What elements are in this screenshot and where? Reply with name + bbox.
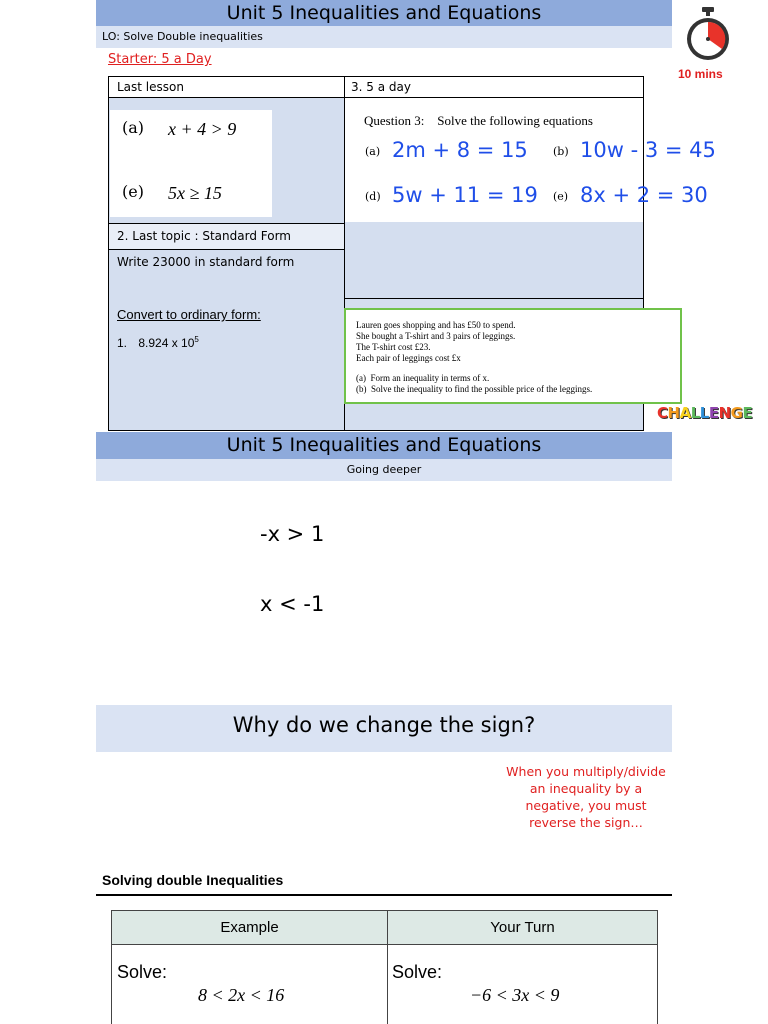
last-lesson-label-e: (e) <box>122 182 144 201</box>
inequality-1: -x > 1 <box>260 522 325 546</box>
challenge-part-b: (b) Solve the inequality to find the possible price of the leggings. <box>356 384 593 394</box>
table-header-example <box>111 910 388 945</box>
challenge-badge-letter: N <box>718 404 731 422</box>
last-lesson-header <box>108 76 345 98</box>
challenge-badge-letter: E <box>742 404 753 422</box>
challenge-badge-letter: H <box>667 404 680 422</box>
eq-e: 8x + 2 = 30 <box>580 183 708 207</box>
stopwatch-icon <box>684 6 732 62</box>
eq-label-e: (e) <box>553 190 569 203</box>
eq-label-a: (a) <box>365 145 381 158</box>
last-topic-header <box>108 223 345 250</box>
convert-title: Convert to ordinary form: <box>117 307 261 322</box>
question-bar <box>96 705 672 752</box>
last-lesson-question-card <box>110 110 272 217</box>
last-topic-body <box>108 249 345 431</box>
five-a-day-header-text: 3. 5 a day <box>351 80 411 94</box>
your-turn-solve-label: Solve: <box>392 962 443 982</box>
five-a-day-header <box>344 76 644 98</box>
challenge-badge-letter: A <box>679 404 691 422</box>
challenge-line-3: The T-shirt cost £23. <box>356 342 431 352</box>
last-lesson-expr-a: x + 4 > 9 <box>168 119 237 139</box>
table-column-divider <box>387 944 388 1024</box>
starter-label: Starter: 5 a Day <box>108 52 212 67</box>
slide2-subtitle-bar <box>96 459 672 481</box>
slide1-title-bar <box>96 0 672 26</box>
lo-text: LO: Solve Double inequalities <box>102 30 263 43</box>
challenge-badge-letter: L <box>699 404 709 422</box>
convert-item-number: 1. <box>117 336 128 350</box>
table-header-your-turn-text: Your Turn <box>490 919 555 936</box>
inequality-2: x < -1 <box>260 592 325 616</box>
last-lesson-label-a: (a) <box>122 118 145 137</box>
heading-divider <box>96 894 672 896</box>
last-lesson-header-text: Last lesson <box>117 80 184 94</box>
lo-bar <box>96 26 672 48</box>
eq-label-b: (b) <box>553 145 569 158</box>
challenge-badge-letter: C <box>657 404 668 422</box>
eq-d: 5w + 11 = 19 <box>392 183 538 207</box>
slide2-title-bar <box>96 432 672 459</box>
challenge-badge-letter: L <box>690 404 700 422</box>
eq-a: 2m + 8 = 15 <box>392 138 528 162</box>
challenge-badge <box>657 404 768 428</box>
right-column-divider <box>344 298 644 299</box>
why-question: Why do we change the sign? <box>232 713 536 737</box>
example-solve-label: Solve: <box>117 962 168 982</box>
slide2-title: Unit 5 Inequalities and Equations <box>226 434 542 456</box>
challenge-part-a: (a) Form an inequality in terms of x. <box>356 373 490 383</box>
last-lesson-expr-e: 5x ≥ 15 <box>168 183 222 203</box>
challenge-text <box>356 320 676 395</box>
example-expression: 8 < 2x < 16 <box>198 985 285 1005</box>
table-header-example-text: Example <box>220 919 279 936</box>
challenge-badge-letter: G <box>730 404 743 422</box>
last-topic-header-text: 2. Last topic : Standard Form <box>117 229 291 243</box>
eq-label-d: (d) <box>365 190 381 203</box>
question-3-title: Question 3: Solve the following equations <box>364 113 593 128</box>
slide2-subtitle: Going deeper <box>346 463 422 476</box>
convert-item <box>117 335 199 350</box>
convert-item-base: 8.924 x 10 <box>138 336 195 350</box>
timer-label: 10 mins <box>678 67 723 81</box>
standard-form-prompt: Write 23000 in standard form <box>117 255 295 269</box>
challenge-box <box>344 308 682 404</box>
your-turn-expression: −6 < 3x < 9 <box>470 985 560 1005</box>
challenge-line-2: She bought a T-shirt and 3 pairs of leggings. <box>356 331 516 341</box>
challenge-line-1: Lauren goes shopping and has £50 to spend. <box>356 320 516 330</box>
double-inequalities-heading: Solving double Inequalities <box>102 872 284 888</box>
eq-b: 10w - 3 = 45 <box>580 138 716 162</box>
slide1-title: Unit 5 Inequalities and Equations <box>226 2 542 24</box>
challenge-line-4: Each pair of leggings cost £x <box>356 353 461 363</box>
table-header-your-turn <box>387 910 658 945</box>
sign-note: When you multiply/divide an inequality by a negative, you must reverse the sign… <box>506 764 666 830</box>
challenge-badge-letter: E <box>708 404 719 422</box>
convert-item-exponent: 5 <box>194 335 199 344</box>
